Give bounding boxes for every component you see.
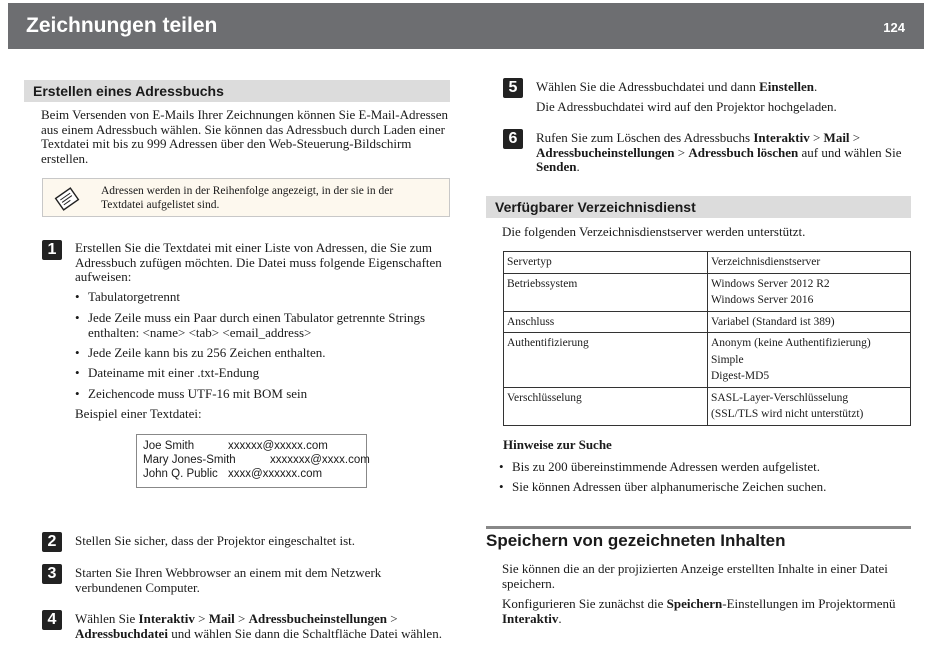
section-header-directory (486, 196, 911, 218)
menu-path-item: Mail (208, 611, 235, 626)
table-cell-value: Windows Server 2012 R2 Windows Server 2016 (708, 273, 911, 311)
section-header-address-book (24, 80, 450, 102)
table-cell-value: Verzeichnisdienstserver (708, 252, 911, 274)
note-line: Textdatei aufgelistet sind. (101, 198, 220, 211)
page-header (8, 3, 924, 49)
example-email: xxxxxxx@xxxx.com (270, 454, 370, 466)
table-cell-label: Servertyp (504, 252, 708, 274)
step-line: aufweisen: (75, 269, 132, 284)
step-5-badge: 5 (503, 78, 523, 98)
intro-paragraph (41, 108, 448, 166)
menu-path-item: Adressbuchdatei (75, 625, 168, 641)
page-title: Zeichnungen teilen (26, 14, 218, 37)
save-section-title: Speichern von gezeichneten Inhalten (486, 531, 786, 550)
page-number: 124 (883, 20, 905, 35)
step-line: Erstellen Sie die Textdatei mit einer Liste von Adressen, die Sie zum (75, 240, 432, 255)
note-line: Adressen werden in der Reihenfolge angezeigt, in der sie in der (101, 185, 394, 197)
table-row (504, 387, 911, 425)
note-pencil-icon (53, 185, 81, 213)
save-paragraph-1: Sie können die an der projizierten Anzeige erstellten Inhalte in einer Datei speichern. (502, 561, 888, 591)
table-cell-label: Betriebssystem (504, 273, 708, 311)
step-6-badge: 6 (503, 129, 523, 149)
section-divider (486, 526, 911, 529)
example-textfile-box (136, 434, 370, 488)
example-email: xxxxxx@xxxxx.com (228, 440, 328, 452)
save-paragraph-2: Konfigurieren Sie zunächst die Speichern-Einstellungen im Projektormenü Interaktiv. (502, 596, 896, 626)
bullet-item: • Dateiname mit einer .txt-Endung (88, 366, 259, 381)
directory-server-table (503, 251, 911, 426)
step-4-text: Wählen Sie Interaktiv > Mail > Adressbucheinstellungen > Adressbuchdatei und wählen Sie dann die Schaltfläche Datei wählen. (75, 611, 442, 641)
bullet-item: • Jede Zeile kann bis zu 256 Zeichen enthalten. (88, 346, 326, 361)
example-name: John Q. Public (143, 468, 218, 480)
bullet-item: • Jede Zeile muss ein Paar durch einen Tabulator getrennte Strings enthalten: <name> <tab> <email_address> (88, 311, 425, 340)
bullet-item: • Sie können Adressen über alphanumerische Zeichen suchen. (512, 480, 826, 495)
note-text (101, 185, 393, 212)
table-row (504, 333, 911, 388)
step-line: Adressbuch zufügen möchten. Die Datei muss folgende Eigenschaften (75, 254, 442, 270)
example-label: Beispiel einer Textdatei: (75, 406, 202, 421)
step-3-text (75, 566, 381, 595)
table-row (504, 311, 911, 333)
directory-intro: Die folgenden Verzeichnisdienstserver werden unterstützt. (502, 224, 806, 239)
table-cell-label: Verschlüsselung (504, 387, 708, 425)
table-cell-value: Variabel (Standard ist 389) (708, 311, 911, 333)
example-name: Joe Smith (143, 440, 195, 452)
step-line: Starten Sie Ihren Webbrowser an einem mit dem Netzwerk (75, 565, 382, 580)
step-1-bullet-list (88, 290, 448, 410)
step-2-badge: 2 (42, 532, 62, 552)
table-cell-label: Anschluss (504, 311, 708, 333)
step-1-text (75, 241, 442, 285)
step-3-badge: 3 (42, 564, 62, 584)
step-4-badge: 4 (42, 610, 62, 630)
example-email: xxxx@xxxxxx.com (228, 468, 323, 480)
bullet-item: • Zeichencode muss UTF-16 mit BOM sein (88, 387, 307, 402)
section-title: Verfügbarer Verzeichnisdienst (495, 199, 696, 215)
step-2-text: Stellen Sie sicher, dass der Projektor eingeschaltet ist. (75, 533, 355, 548)
table-row (504, 252, 911, 274)
intro-line: erstellen. (41, 150, 89, 166)
table-cell-value: SASL-Layer-Verschlüsselung (SSL/TLS wird nicht unterstützt) (708, 387, 911, 425)
step-6-text: Rufen Sie zum Löschen des Adressbuchs Interaktiv > Mail > Adressbucheinstellungen > Adressbuch löschen auf und wählen Sie Senden. (536, 130, 902, 174)
hints-list (512, 460, 902, 500)
bullet-item: • Tabulatorgetrennt (88, 290, 180, 305)
note-box (42, 178, 450, 217)
step-1-badge: 1 (42, 240, 62, 260)
intro-line: Textdatei mit bis zu 999 Adressen über den Web-Steuerung-Bildschirm (41, 136, 412, 151)
bullet-item: • Bis zu 200 übereinstimmende Adressen werden aufgelistet. (512, 460, 820, 475)
menu-path-item: Interaktiv (138, 611, 195, 626)
hints-title: Hinweise zur Suche (503, 437, 612, 452)
table-cell-label: Authentifizierung (504, 333, 708, 388)
step-5-text: Wählen Sie die Adressbuchdatei und dann Einstellen. Die Adressbuchdatei wird auf den Projektor hochgeladen. (536, 79, 837, 114)
table-row (504, 273, 911, 311)
example-name: Mary Jones-Smith (143, 454, 236, 466)
step-line: verbundenen Computer. (75, 579, 200, 595)
intro-line: aus einem Adressbuch wählen. Sie können das Adressbuch durch Laden einer (41, 121, 445, 137)
section-title: Erstellen eines Adressbuchs (33, 83, 224, 99)
intro-line: Beim Versenden von E-Mails Ihrer Zeichnungen können Sie E-Mail-Adressen (41, 107, 448, 122)
menu-path-item: Adressbucheinstellungen (248, 611, 388, 626)
table-cell-value: Anonym (keine Authentifizierung) Simple Digest-MD5 (708, 333, 911, 388)
